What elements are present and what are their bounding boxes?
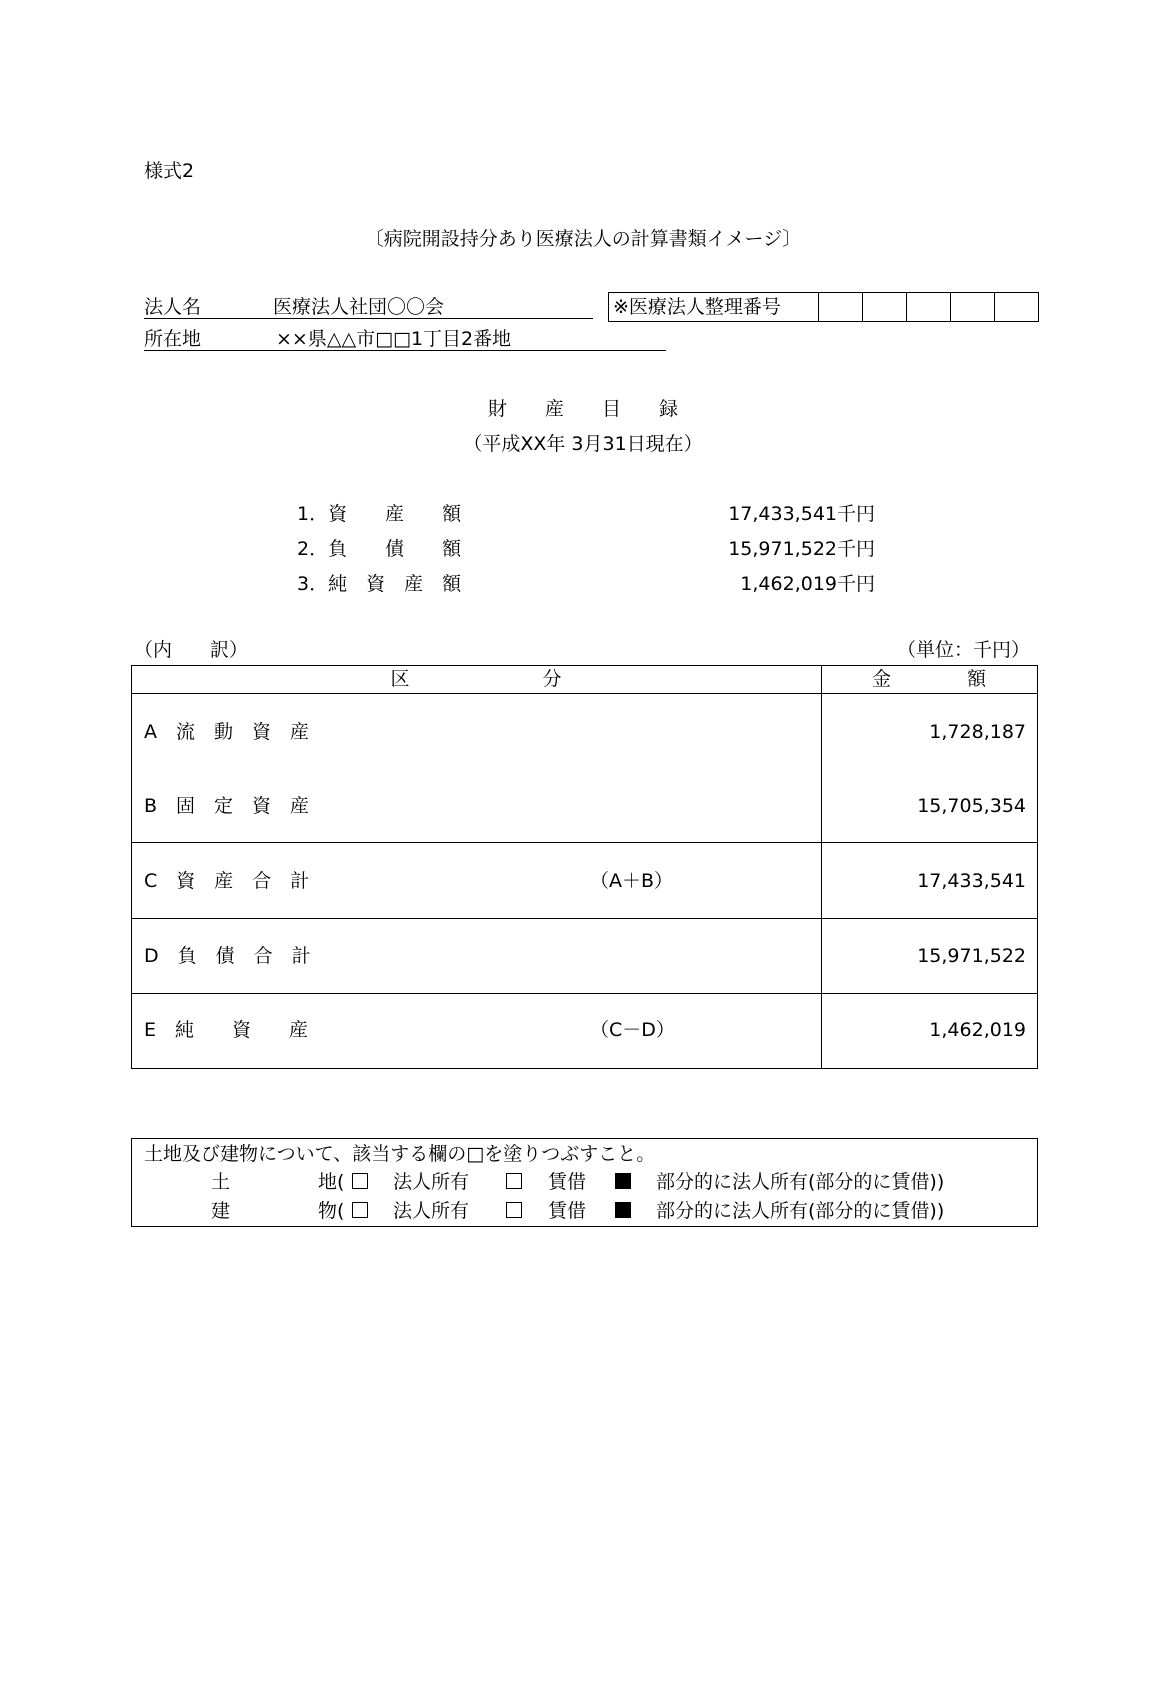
reg-cell-divider bbox=[994, 292, 995, 322]
row-label: C 資 産 合 計 bbox=[144, 870, 310, 892]
header-category: 区 分 bbox=[390, 668, 562, 690]
checkbox-owned[interactable] bbox=[352, 1173, 368, 1189]
as-of-date: （平成XX年 3月31日現在） bbox=[463, 433, 703, 455]
summary-label: 1．資 産 額 bbox=[297, 503, 462, 525]
row-label: B 固 定 資 産 bbox=[144, 795, 310, 817]
option-leased: 賃借 bbox=[548, 1171, 587, 1193]
corp-name-label: 法人名 bbox=[144, 296, 202, 318]
header-amount: 金 額 bbox=[871, 668, 986, 690]
option-owned: 法人所有 bbox=[393, 1171, 470, 1193]
header-divider bbox=[131, 693, 1038, 694]
column-divider bbox=[821, 665, 822, 1069]
row-amount: 15,971,522 bbox=[917, 945, 1026, 967]
row-formula: （C－D） bbox=[590, 1019, 675, 1041]
row-label: E 純 資 産 bbox=[144, 1019, 309, 1041]
property-instruction: 土地及び建物について、該当する欄の□を塗りつぶすこと。 bbox=[144, 1143, 656, 1165]
row-formula: （A＋B） bbox=[590, 870, 674, 892]
row-amount: 1,728,187 bbox=[929, 721, 1026, 743]
property-label: 建 bbox=[211, 1200, 231, 1222]
reg-cell-divider bbox=[950, 292, 951, 322]
property-label: 土 bbox=[211, 1171, 231, 1193]
form-label: 様式2 bbox=[144, 160, 195, 182]
row-divider bbox=[131, 842, 1038, 843]
row-label: D 負 債 合 計 bbox=[144, 945, 311, 967]
reg-cell-divider bbox=[906, 292, 907, 322]
reg-number-label: ※医療法人整理番号 bbox=[613, 296, 781, 318]
address-underline bbox=[144, 350, 666, 351]
property-label: 物( bbox=[318, 1200, 345, 1222]
corp-name: 医療法人社団〇〇会 bbox=[273, 296, 445, 318]
row-amount: 1,462,019 bbox=[929, 1019, 1026, 1041]
checkbox-owned[interactable] bbox=[352, 1202, 368, 1218]
summary-amount: 17,433,541千円 bbox=[728, 503, 875, 525]
summary-amount: 15,971,522千円 bbox=[728, 538, 875, 560]
option-partial: 部分的に法人所有(部分的に賃借)) bbox=[656, 1200, 945, 1222]
corp-name-underline bbox=[144, 318, 593, 319]
document-title: 〔病院開設持分あり医療法人の計算書類イメージ〕 bbox=[364, 228, 802, 250]
reg-cell-divider bbox=[862, 292, 863, 322]
row-amount: 17,433,541 bbox=[917, 870, 1026, 892]
checkbox-partial-checked[interactable] bbox=[615, 1202, 631, 1218]
summary-amount: 1,462,019千円 bbox=[740, 573, 875, 595]
option-partial: 部分的に法人所有(部分的に賃借)) bbox=[656, 1171, 945, 1193]
address-label: 所在地 bbox=[144, 328, 202, 350]
reg-number-box bbox=[608, 292, 1039, 322]
checkbox-leased[interactable] bbox=[506, 1173, 522, 1189]
unit-label: （単位：千円） bbox=[896, 639, 1030, 661]
row-amount: 15,705,354 bbox=[917, 795, 1026, 817]
option-owned: 法人所有 bbox=[393, 1200, 470, 1222]
checkbox-leased[interactable] bbox=[506, 1202, 522, 1218]
row-divider bbox=[131, 918, 1038, 919]
summary-label: 2．負 債 額 bbox=[297, 538, 462, 560]
reg-cell-divider bbox=[818, 292, 819, 322]
option-leased: 賃借 bbox=[548, 1200, 587, 1222]
property-label: 地( bbox=[318, 1171, 345, 1193]
inventory-heading: 財 産 目 録 bbox=[487, 398, 678, 420]
address: ××県△△市□□1丁目2番地 bbox=[276, 328, 512, 350]
summary-label: 3．純 資 産 額 bbox=[297, 573, 462, 595]
breakdown-label: （内 訳） bbox=[134, 639, 249, 661]
row-label: A 流 動 資 産 bbox=[144, 721, 309, 743]
checkbox-partial-checked[interactable] bbox=[615, 1173, 631, 1189]
row-divider bbox=[131, 993, 1038, 994]
